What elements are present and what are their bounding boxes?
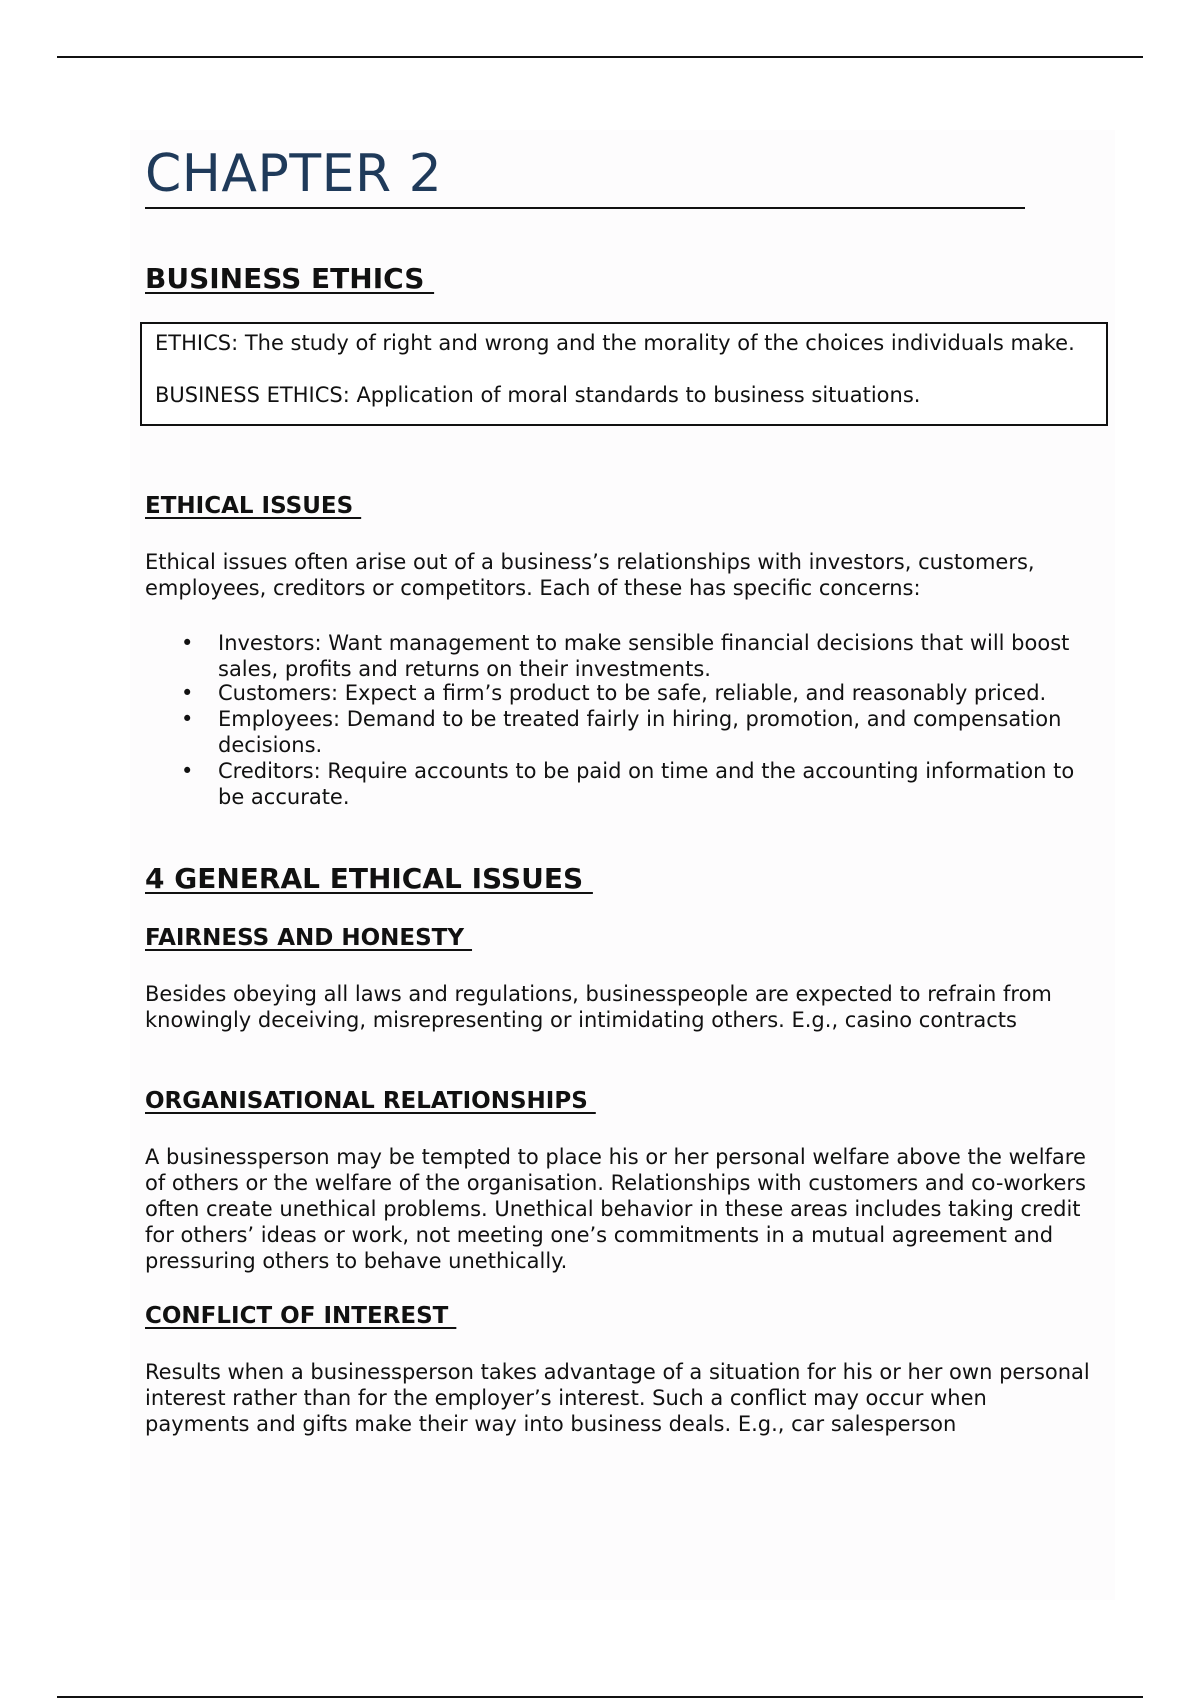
bullet-icon: • bbox=[181, 681, 194, 705]
organisational-relationships-heading: ORGANISATIONAL RELATIONSHIPS bbox=[145, 1088, 596, 1114]
ethical-issues-intro: Ethical issues often arise out of a business’s relationships with investors, customers, employees, creditors or competitors. Each of these has specific concerns: bbox=[145, 550, 1035, 600]
chapter-title: CHAPTER 2 bbox=[145, 144, 443, 204]
conflict-of-interest-body: Results when a businessperson takes advantage of a situation for his or her own personal interest rather than for the employer’s interest. Such a conflict may occur when payments and gifts make their way into business deals. E.g., car salesperson bbox=[145, 1360, 1090, 1436]
business-ethics-heading: BUSINESS ETHICS bbox=[145, 262, 435, 295]
organisational-relationships-body: A businessperson may be tempted to place his or her personal welfare above the welfare of others or the welfare of the organisation. Relationships with customers and co-workers often create unethical problems. Unethical behavior in these areas includes taking credit for others’ ideas or work, not meeting one’s commitments in a mutual agreement and pressuring others to behave unethically. bbox=[145, 1145, 1087, 1273]
conflict-of-interest-heading: CONFLICT OF INTEREST bbox=[145, 1303, 457, 1329]
list-item bbox=[145, 680, 1090, 706]
list-item bbox=[145, 758, 1090, 810]
list-item-text: Customers: Expect a firm’s product to be safe, reliable, and reasonably priced. bbox=[218, 681, 1047, 705]
list-item bbox=[145, 706, 1090, 758]
page-bottom-rule bbox=[57, 1696, 1143, 1698]
bullet-icon: • bbox=[181, 759, 194, 783]
bullet-icon: • bbox=[181, 707, 194, 731]
ethics-definition: ETHICS: The study of right and wrong and the morality of the choices individuals make. bbox=[155, 331, 1075, 355]
business-ethics-definition: BUSINESS ETHICS: Application of moral standards to business situations. bbox=[155, 383, 921, 407]
chapter-title-rule bbox=[145, 207, 1025, 209]
list-item bbox=[145, 630, 1090, 682]
page-top-rule bbox=[57, 56, 1143, 58]
fairness-honesty-heading: FAIRNESS AND HONESTY bbox=[145, 925, 473, 951]
bullet-icon: • bbox=[181, 631, 194, 655]
list-item-text: Creditors: Require accounts to be paid on time and the accounting information to be accurate. bbox=[218, 759, 1075, 809]
ethical-issues-heading: ETHICAL ISSUES bbox=[145, 493, 362, 519]
definition-box bbox=[140, 322, 1108, 426]
list-item-text: Investors: Want management to make sensible financial decisions that will boost sales, profits and returns on their investments. bbox=[218, 631, 1070, 681]
general-ethical-issues-heading: 4 GENERAL ETHICAL ISSUES bbox=[145, 862, 593, 895]
stakeholder-concerns-list bbox=[145, 630, 1090, 810]
list-item-text: Employees: Demand to be treated fairly in hiring, promotion, and compensation decisions. bbox=[218, 707, 1062, 757]
fairness-honesty-body: Besides obeying all laws and regulations, businesspeople are expected to refrain from knowingly deceiving, misrepresenting or intimidating others. E.g., casino contracts bbox=[145, 982, 1052, 1032]
